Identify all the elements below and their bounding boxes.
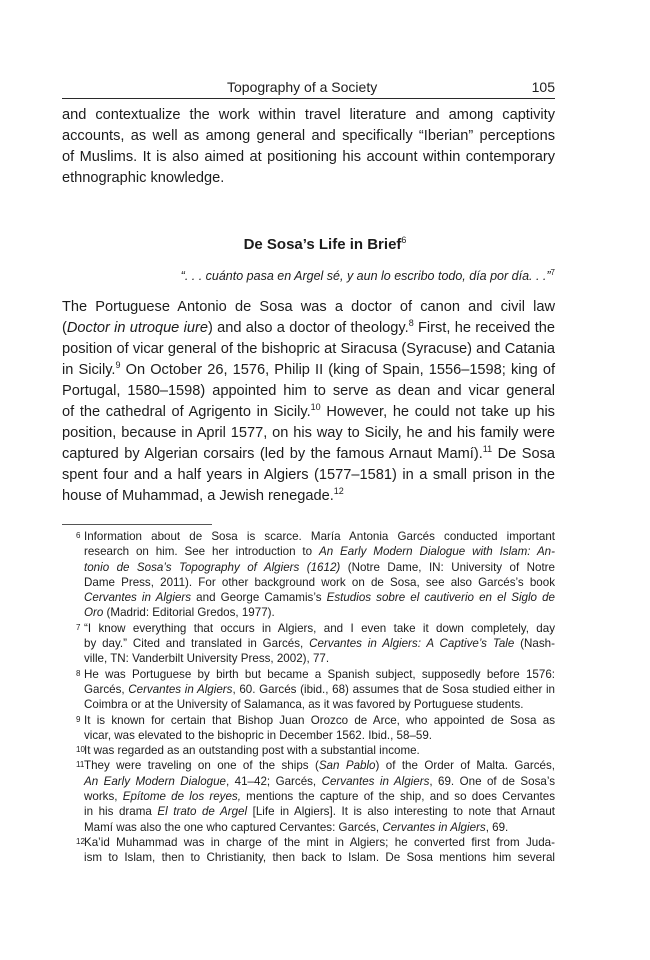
footnote-number: 6 xyxy=(76,531,81,540)
footnote-ref: 9 xyxy=(115,360,121,370)
footnotes xyxy=(62,529,555,866)
footnote-11: 11 They were traveling on one of the ships (San Pablo) of the Order of Malta. Garcés, An Early Modern Dialogue, 41–42; Garcés, Cervantes in Algiers, 69. One of de Sosa’s works, Epítome de los reyes, mentions the capture of the ship, and so does Cervantes in his drama El trato de Argel [Life in Algiers]. It is also interesting to note that Arnaut Mamí was also the one who captured Cervantes: Garcés, Cervantes in Algiers, 69. xyxy=(76,759,556,834)
epigraph xyxy=(181,265,555,284)
text-line: position, because in April 1577, on his way to Sicily, he and his family were xyxy=(62,425,555,441)
footnote-12: 12 Ka’id Muhammad was in charge of the mint in Algiers; he converted first from Juda- ism to Islam, then to Christianity, then back to Islam. De Sosa mentions him several xyxy=(76,835,555,865)
text-line: and contextualize the work within travel literature and among captivity xyxy=(62,107,555,123)
latin-term: Doctor in utroque iure xyxy=(66,320,208,336)
footnote-ref: 6 xyxy=(401,235,407,245)
page-number: 105 xyxy=(531,79,555,95)
running-head-title: Topography of a Society xyxy=(227,79,378,95)
text-line: ethnographic knowledge. xyxy=(62,170,225,186)
footnote-7: 7 “I know everything that occurs in Algiers, and I even take it down completely, day by day.” Cited and translated in Garcés, Cervantes in Algiers: A Captive’s Tale (Nash- ville, TN: Vanderbilt University Press, 2002), 77. xyxy=(76,621,555,666)
footnote-number: 7 xyxy=(76,622,81,632)
footnote-number: 10 xyxy=(76,745,85,755)
epigraph-text: “. . . cuánto pasa en Argel sé, y aun lo escribo todo, día por día. . .” xyxy=(180,269,551,283)
intro-paragraph xyxy=(62,105,555,189)
footnote-9: 9 It is known for certain that Bishop Juan Orozco de Arce, who appointed de Sosa as vicar, was elevated to the bishopric in December 1562. Ibid., 58–59. xyxy=(76,713,555,742)
text-line: spent four and a half years in Algiers (1577–1581) in a small prison in the xyxy=(62,467,555,483)
main-paragraph xyxy=(62,297,555,507)
text-line: position of vicar general of the bishopric at Siracusa (Syracuse) and Catania xyxy=(62,341,555,357)
footnote-number: 9 xyxy=(76,714,81,724)
text-line: house of Muhammad, a Jewish renegade.$^{12}$ xyxy=(62,486,344,504)
footnote-10: 10 It was regarded as an outstanding post with a substantial income. xyxy=(76,744,420,758)
footnote-ref: 7 xyxy=(550,268,555,277)
footnote-ref: 8 xyxy=(408,318,414,328)
header-rule xyxy=(62,98,555,99)
text-line: (Doctor in utroque iure) and also a doctor of theology.$^8$ First, he received the xyxy=(62,318,555,336)
text-line: The Portuguese Antonio de Sosa was a doctor of canon and civil law xyxy=(62,299,555,315)
text-line: Portugal, 1580–1598) appointed him to serve as dean and vicar general xyxy=(62,383,555,399)
text-line: in Sicily.$^9$ On October 26, 1576, Philip II (king of Spain, 1556–1598; king of xyxy=(62,360,555,378)
text-line: captured by Algerian corsairs (led by the famous Arnaut Mamí).$^{11}$ De Sosa xyxy=(62,444,555,462)
footnote-rule xyxy=(62,524,212,525)
section-heading xyxy=(0,230,650,255)
footnote-ref: 11 xyxy=(482,444,493,454)
footnote-number: 12 xyxy=(76,836,85,846)
footnote-number: 11 xyxy=(76,760,85,770)
section-heading-text: De Sosa’s Life in Brief xyxy=(243,236,402,253)
footnote-ref: 10 xyxy=(310,402,321,412)
text-line: of Muslims. It is also aimed at positioning his account within contemporary xyxy=(62,149,555,165)
footnote-number: 8 xyxy=(76,668,81,678)
footnote-8: 8 He was Portuguese by birth but became a Spanish subject, supposedly before 1576: Garcés, Cervantes in Algiers, 60. Garcés (ibid., 68) assumes that de Sosa studied either in Coimbra or at the University of Salamanca, as it was favored by Portuguese students. xyxy=(76,667,555,712)
footnote-6: 6 Information about de Sosa is scarce. María Antonia Garcés conducted important research on him. See her introduction to An Early Modern Dialogue with Islam: An- tonio de Sosa’s Topography of Algiers (1612) (Notre Dame, IN: University of Notre Dame Press, 2011). For other background work on de Sosa, see also Garcés’s book Cervantes in Algiers and George Camamis’s Estudios sobre el cautiverio en el Siglo de Oro (Madrid: Editorial Gredos, 1977). xyxy=(76,530,555,620)
text-line: accounts, as well as among general and specifically “Iberian” perceptions xyxy=(62,128,555,144)
text-line: of the cathedral of Agrigento in Sicily.$^{10}$ However, he could not take up his xyxy=(62,402,555,420)
footnote-ref: 12 xyxy=(333,486,344,496)
